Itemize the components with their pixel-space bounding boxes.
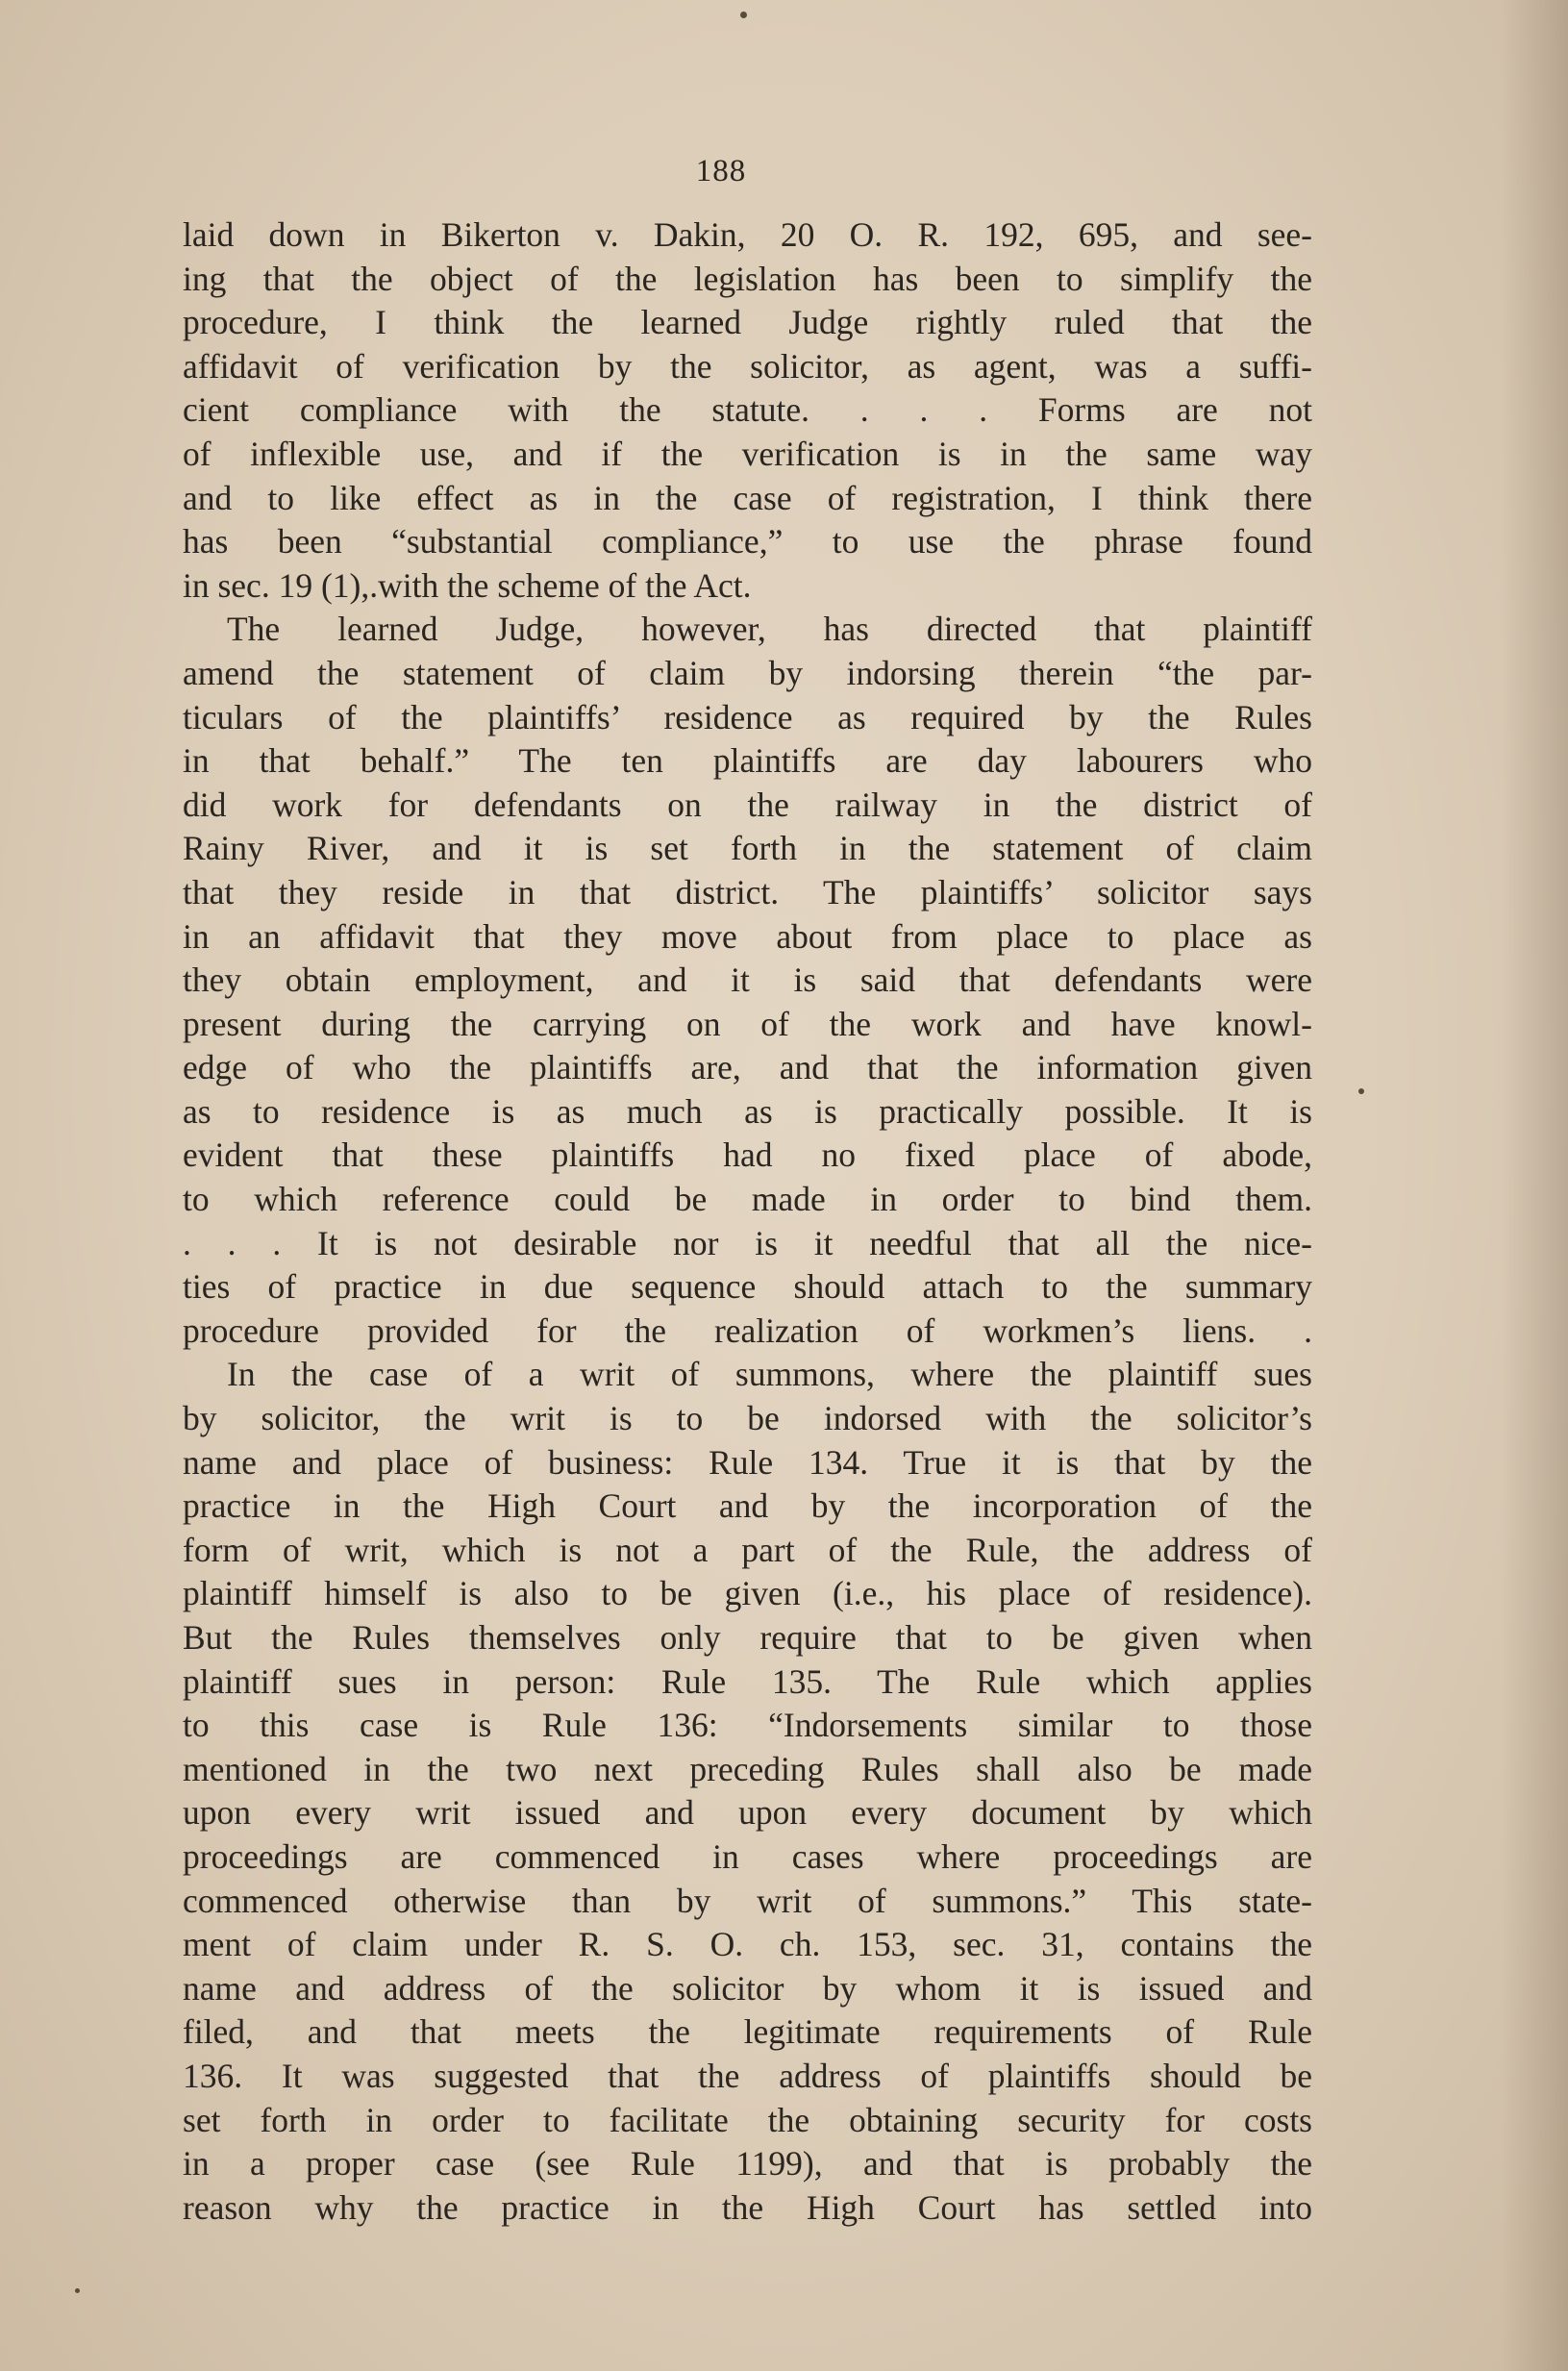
page-number: 188: [695, 154, 747, 188]
text-line: procedure, I think the learned Judge rightly ruled that the: [183, 303, 1312, 342]
text-line: The learned Judge, however, has directed that plaintiff: [227, 610, 1312, 649]
text-line: 136. It was suggested that the address of plaintiffs should be: [183, 2056, 1312, 2095]
text-line: filed, and that meets the legitimate requirements of Rule: [183, 2012, 1312, 2052]
body-text: [183, 213, 1312, 2230]
text-line: of inflexible use, and if the verification is in the same way: [183, 434, 1312, 473]
text-line: in a proper case (see Rule 1199), and that is probably the: [183, 2144, 1312, 2184]
text-line: ticulars of the plaintiffs’ residence as required by the Rules: [183, 697, 1312, 736]
text-line: has been “substantial compliance,” to use the phrase found: [183, 522, 1312, 562]
paper-speck: [740, 12, 747, 18]
text-line: in sec. 19 (1),.with the scheme of the Act.: [183, 565, 752, 605]
text-line: to which reference could be made in order to bind them.: [183, 1180, 1312, 1219]
text-line: In the case of a writ of summons, where the plaintiff sues: [227, 1355, 1312, 1394]
text-line: mentioned in the two next preceding Rules shall also be made: [183, 1749, 1312, 1788]
text-line: set forth in order to facilitate the obtaining security for costs: [183, 2100, 1312, 2139]
text-line: in that behalf.” The ten plaintiffs are day labourers who: [183, 741, 1312, 781]
text-line: upon every writ issued and upon every document by which: [183, 1793, 1312, 1833]
text-line: laid down in Bikerton v. Dakin, 20 O. R. 192, 695, and see-: [183, 215, 1312, 254]
text-line: name and address of the solicitor by whom it is issued and: [183, 1968, 1312, 2008]
text-line: reason why the practice in the High Court has settled into: [183, 2187, 1312, 2227]
text-line: amend the statement of claim by indorsing therein “the par-: [183, 653, 1312, 692]
paper-speck: [75, 2288, 80, 2293]
text-line: and to like effect as in the case of registration, I think there: [183, 478, 1312, 517]
text-line: by solicitor, the writ is to be indorsed with the solicitor’s: [183, 1399, 1312, 1438]
text-line: ment of claim under R. S. O. ch. 153, sec. 31, contains the: [183, 1925, 1312, 1964]
text-line: form of writ, which is not a part of the Rule, the address of: [183, 1530, 1312, 1569]
text-line: ing that the object of the legislation has been to simplify the: [183, 259, 1312, 298]
text-line: in an affidavit that they move about from place to place as: [183, 916, 1312, 956]
text-line: did work for defendants on the railway in the district of: [183, 785, 1312, 824]
text-line: edge of who the plaintiffs are, and that the information given: [183, 1048, 1312, 1087]
text-line: practice in the High Court and by the incorporation of the: [183, 1486, 1312, 1526]
text-line: they obtain employment, and it is said that defendants were: [183, 961, 1312, 1000]
text-line: that they reside in that district. The plaintiffs’ solicitor says: [183, 872, 1312, 911]
text-line: . . . It is not desirable nor is it needful that all the nice-: [183, 1223, 1312, 1262]
text-line: plaintiff himself is also to be given (i.e., his place of residence).: [183, 1574, 1312, 1613]
text-line: affidavit of verification by the solicitor, as agent, was a suffi-: [183, 346, 1312, 386]
text-line: Rainy River, and it is set forth in the statement of claim: [183, 829, 1312, 868]
text-line: proceedings are commenced in cases where proceedings are: [183, 1836, 1312, 1876]
text-line: present during the carrying on of the work and have knowl-: [183, 1004, 1312, 1043]
text-line: cient compliance with the statute. . . . Forms are not: [183, 390, 1312, 430]
text-line: procedure provided for the realization of workmen’s liens. .: [183, 1310, 1312, 1350]
page-edge-shadow: [1501, 0, 1568, 2371]
paper-speck: [1358, 1088, 1364, 1094]
text-line: plaintiff sues in person: Rule 135. The Rule which applies: [183, 1661, 1312, 1701]
text-line: evident that these plaintiffs had no fixed place of abode,: [183, 1136, 1312, 1175]
text-line: to this case is Rule 136: “Indorsements similar to those: [183, 1706, 1312, 1745]
text-line: name and place of business: Rule 134. True it is that by the: [183, 1442, 1312, 1482]
text-line: ties of practice in due sequence should attach to the summary: [183, 1267, 1312, 1307]
text-line: But the Rules themselves only require that to be given when: [183, 1618, 1312, 1657]
text-line: as to residence is as much as is practically possible. It is: [183, 1091, 1312, 1131]
text-line: commenced otherwise than by writ of summons.” This state-: [183, 1881, 1312, 1920]
